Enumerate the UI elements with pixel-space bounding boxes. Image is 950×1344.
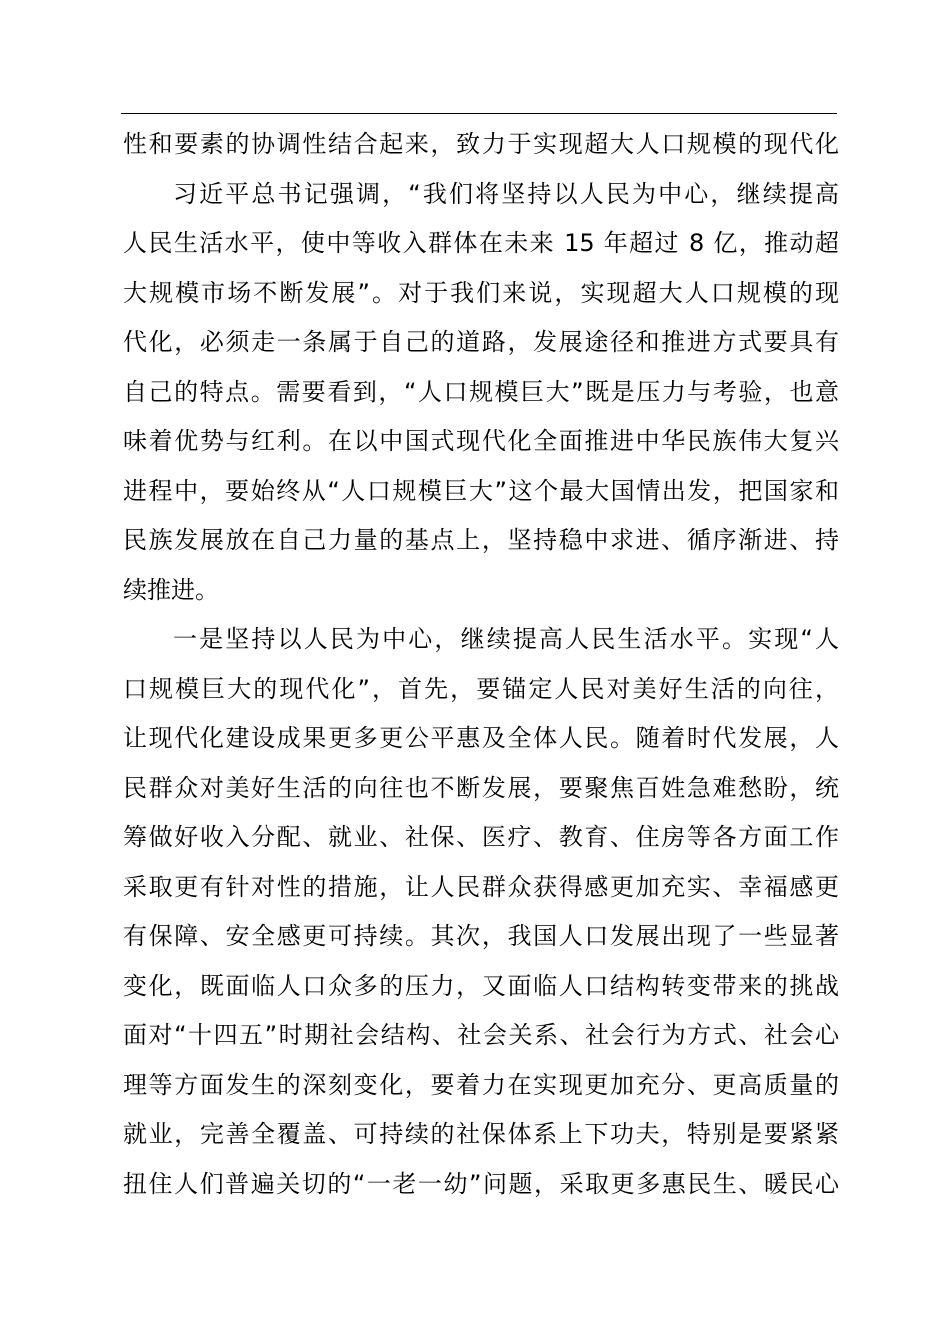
- text-line: 采取更有针对性的措施，让人民群众获得感更加充实、幸福感更: [123, 872, 839, 901]
- text-line: 民族发展放在自己力量的基点上，坚持稳中求进、循序渐进、持: [123, 526, 839, 554]
- text-line: 口规模巨大的现代化”，首先，要锚定人民对美好生活的向往，: [123, 674, 839, 703]
- text-line: 味着优势与红利。在以中国式现代化全面推进中华民族伟大复兴: [123, 427, 839, 455]
- paragraph-end-line: 续推进。: [123, 575, 219, 604]
- text-line: 变化，既面临人口众多的压力，又面临人口结构转变带来的挑战: [123, 971, 839, 1000]
- text-line: 人民生活水平，使中等收入群体在未来 15 年超过 8 亿，推动超: [123, 229, 839, 257]
- header-rule: [121, 113, 837, 114]
- text-line: 扭住人们普遍关切的“一老一幼”问题，采取更多惠民生、暖民心: [123, 1169, 839, 1198]
- text-line: 进程中，要始终从“人口规模巨大”这个最大国情出发，把国家和: [123, 476, 839, 505]
- paragraph-start-line: 一是坚持以人民为中心，继续提高人民生活水平。实现“人: [173, 625, 839, 653]
- text-line: 就业，完善全覆盖、可持续的社保体系上下功夫，特别是要紧紧: [123, 1120, 839, 1148]
- text-line: 面对“十四五”时期社会结构、社会关系、社会行为方式、社会心: [123, 1021, 839, 1049]
- text-line: 大规模市场不断发展”。对于我们来说，实现超大人口规模的现: [123, 278, 839, 307]
- document-text-body: [123, 120, 839, 1209]
- text-line: 自己的特点。需要看到，“人口规模巨大”既是压力与考验，也意: [123, 377, 839, 406]
- text-line: 筹做好收入分配、就业、社保、医疗、教育、住房等各方面工作: [123, 823, 839, 851]
- text-line: 代化，必须走一条属于自己的道路，发展途径和推进方式要具有: [123, 328, 839, 356]
- text-line: 有保障、安全感更可持续。其次，我国人口发展出现了一些显著: [123, 922, 839, 950]
- text-line: 性和要素的协调性结合起来，致力于实现超大人口规模的现代化: [123, 130, 839, 158]
- text-line: 理等方面发生的深刻变化，要着力在实现更加充分、更高质量的: [123, 1070, 839, 1099]
- text-line: 民群众对美好生活的向往也不断发展，要聚焦百姓急难愁盼，统: [123, 773, 839, 802]
- text-line: 让现代化建设成果更多更公平惠及全体人民。随着时代发展，人: [123, 724, 839, 752]
- paragraph-start-line: 习近平总书记强调，“我们将坚持以人民为中心，继续提高: [173, 179, 839, 208]
